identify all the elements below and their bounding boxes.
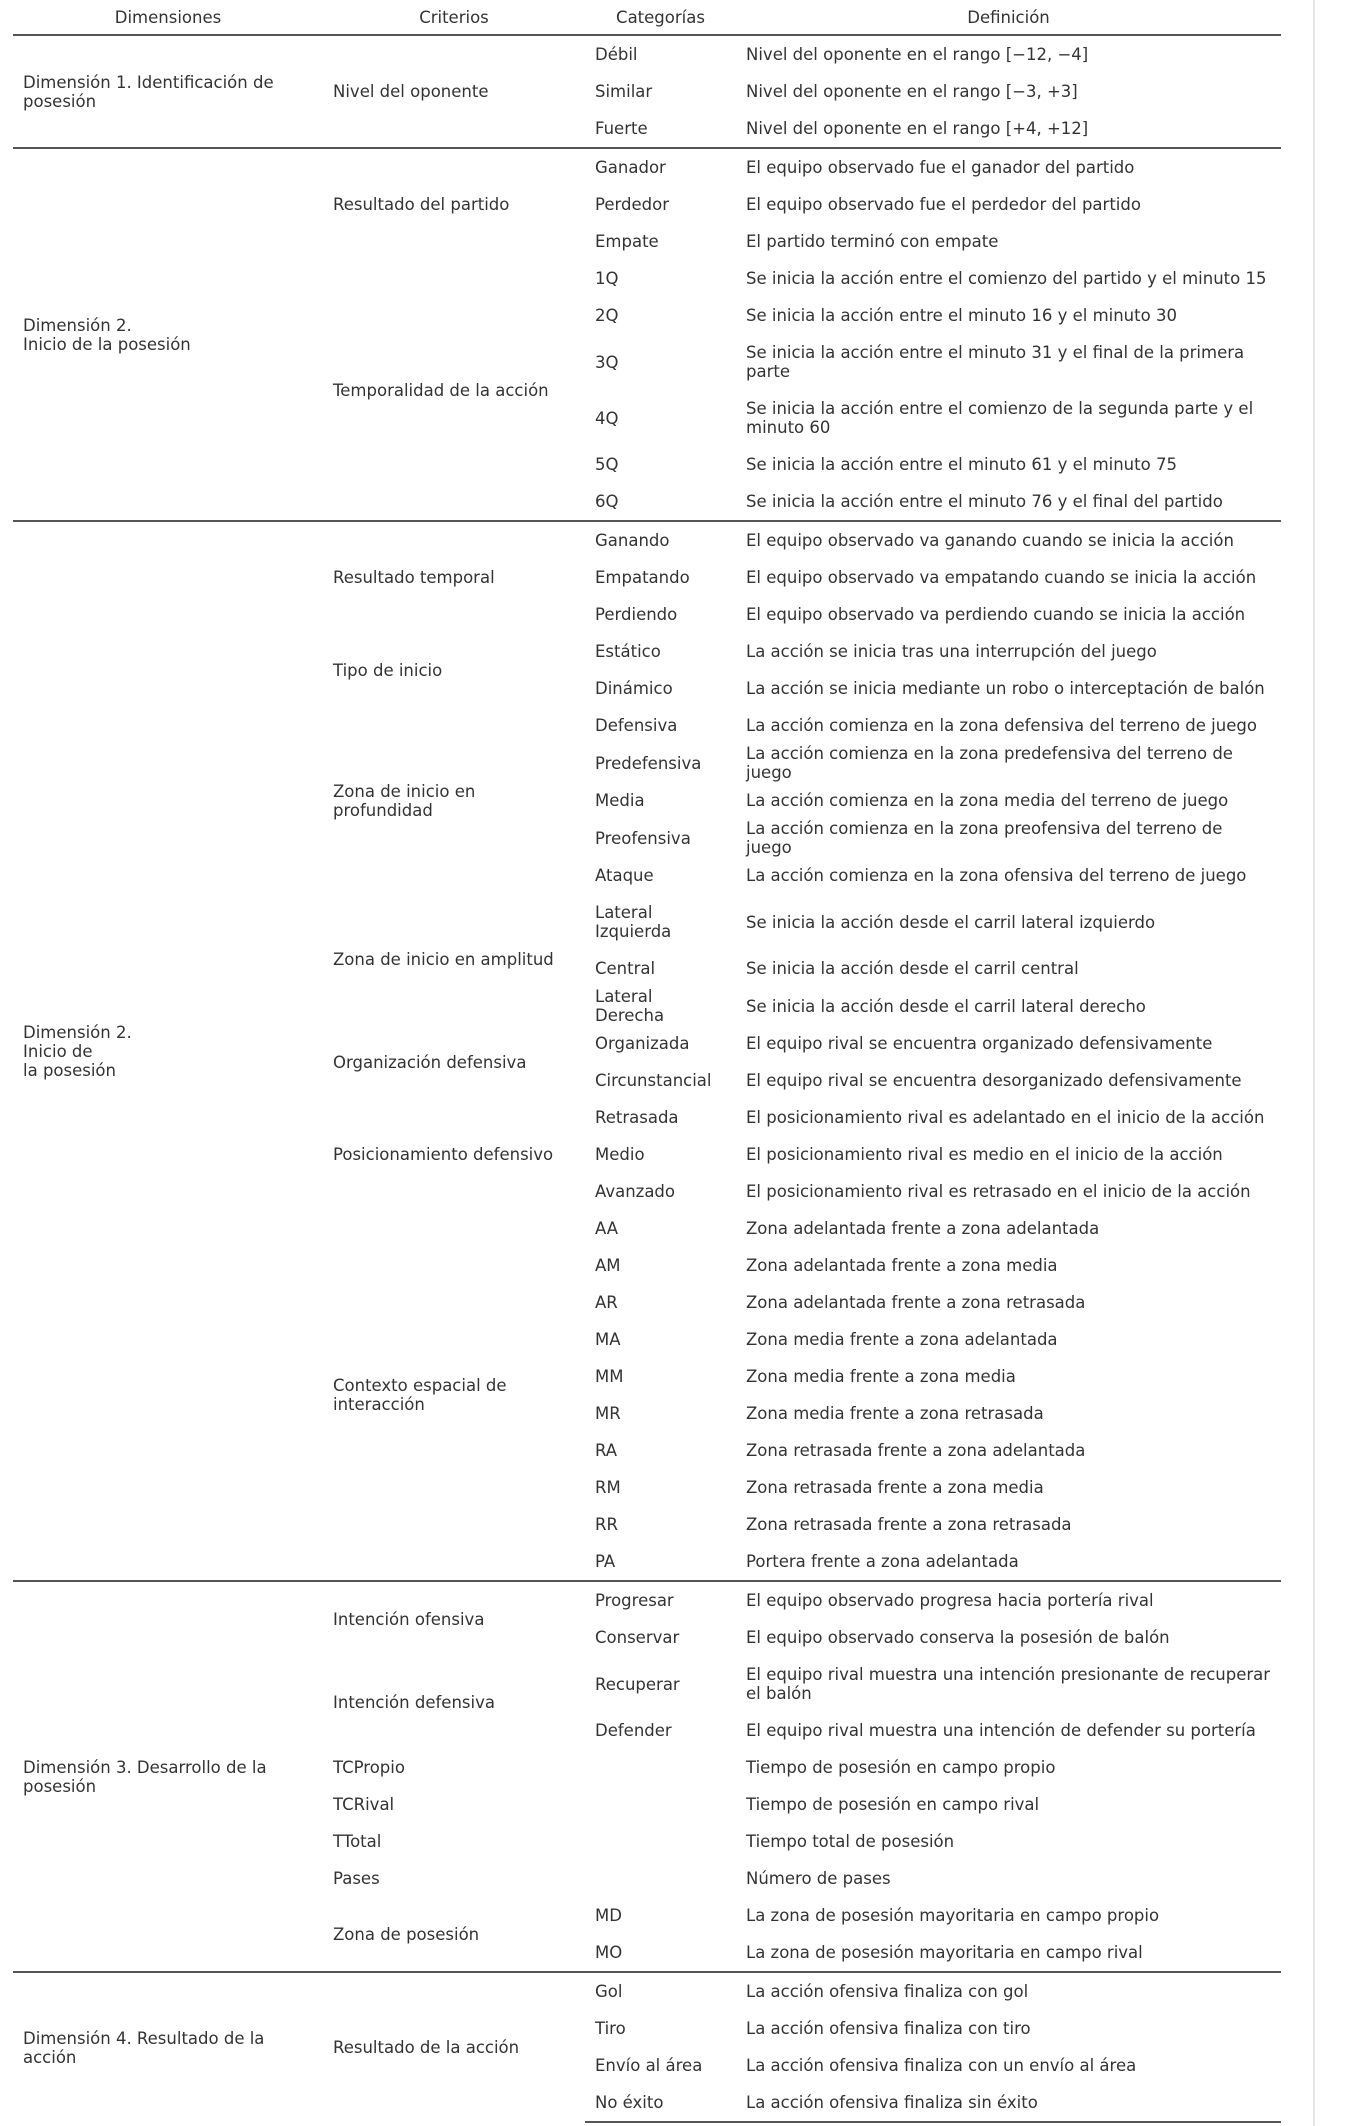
definition-cell: La acción comienza en la zona ofensiva del terreno de juego: [746, 866, 1247, 885]
scroll-edge-rule: [1313, 0, 1315, 2126]
definition-cell: El equipo rival muestra una intención presionante de recuperar el balón: [746, 1665, 1271, 1703]
category-cell: Estático: [595, 642, 661, 661]
definition-cell: Zona adelantada frente a zona adelantada: [746, 1219, 1100, 1238]
category-cell: [585, 1823, 736, 1860]
definition-cell: Se inicia la acción entre el minuto 76 y el final del partido: [746, 492, 1223, 511]
criteria-table: [13, 0, 1281, 2123]
dimension-cell: Dimensión 2. Inicio de la posesión: [13, 148, 323, 521]
definition-cell: La acción comienza en la zona defensiva del terreno de juego: [746, 716, 1257, 735]
header-definicion: Definición: [736, 0, 1281, 35]
category-cell: Avanzado: [595, 1182, 675, 1201]
category-cell: Central: [595, 959, 656, 978]
category-cell: Dinámico: [595, 679, 673, 698]
category-cell: Conservar: [595, 1628, 680, 1647]
criterion-cell: Zona de posesión: [333, 1924, 480, 1944]
definition-cell: El equipo observado conserva la posesión de balón: [746, 1628, 1170, 1647]
category-cell: Lateral Derecha: [595, 987, 665, 1025]
definition-cell: Nivel del oponente en el rango [−3, +3]: [746, 82, 1078, 101]
criterion-cell: Zona de inicio en amplitud: [333, 950, 554, 969]
category-cell: Similar: [595, 82, 653, 101]
category-cell: Empatando: [595, 568, 690, 587]
criterion-cell: Organización defensiva: [333, 1052, 527, 1072]
definition-cell: La acción ofensiva finaliza sin éxito: [736, 2084, 1281, 2122]
definition-cell: Tiempo de posesión en campo rival: [746, 1795, 1040, 1814]
definition-cell: Zona retrasada frente a zona media: [746, 1478, 1044, 1497]
definition-cell: La acción se inicia mediante un robo o interceptación de balón: [746, 679, 1265, 698]
definition-cell: El equipo observado va empatando cuando se inicia la acción: [746, 568, 1257, 587]
category-cell: [585, 1860, 736, 1897]
category-cell: Ataque: [595, 866, 654, 885]
table-row: [13, 521, 1281, 559]
header-dimensiones: Dimensiones: [13, 0, 323, 35]
definition-cell: Nivel del oponente en el rango [+4, +12]: [746, 119, 1089, 138]
category-cell: Defensiva: [595, 716, 678, 735]
definition-cell: Se inicia la acción entre el minuto 16 y el minuto 30: [746, 306, 1177, 325]
category-cell: [585, 1749, 736, 1786]
definition-cell: El posicionamiento rival es medio en el inicio de la acción: [746, 1145, 1223, 1164]
category-cell: Gol: [585, 1972, 736, 2010]
dimension-cell: Dimensión 1. Identificación de posesión: [13, 35, 323, 148]
definition-cell: La acción ofensiva finaliza con un envío al área: [746, 2056, 1137, 2075]
category-cell: Media: [595, 791, 645, 810]
definition-cell: El equipo rival se encuentra desorganizado defensivamente: [746, 1071, 1242, 1090]
definition-cell: La acción comienza en la zona predefensiva del terreno de juego: [746, 744, 1233, 782]
category-cell: PA: [595, 1552, 616, 1571]
table-body: [13, 35, 1281, 2122]
definition-cell: El equipo observado va ganando cuando se inicia la acción: [736, 521, 1281, 559]
category-cell: Tiro: [595, 2019, 626, 2038]
category-cell: Medio: [595, 1145, 645, 1164]
category-cell: Defender: [595, 1721, 672, 1740]
category-cell: Empate: [595, 232, 659, 251]
category-cell: RR: [595, 1515, 618, 1534]
category-cell: MD: [595, 1906, 622, 1925]
definition-cell: El posicionamiento rival es adelantado en el inicio de la acción: [746, 1108, 1265, 1127]
criterion-cell: TTotal: [333, 1832, 382, 1851]
criterion-cell: Zona de inicio en profundidad: [333, 781, 476, 820]
definition-cell: Portera frente a zona adelantada: [746, 1552, 1019, 1571]
category-cell: MM: [595, 1367, 624, 1386]
category-cell: Predefensiva: [595, 753, 702, 773]
category-cell: Perdedor: [595, 195, 669, 214]
definition-cell: La zona de posesión mayoritaria en campo propio: [746, 1906, 1160, 1925]
dimension-cell: Dimensión 3. Desarrollo de la posesión: [13, 1581, 323, 1972]
definition-cell: Se inicia la acción entre el minuto 61 y el minuto 75: [746, 455, 1177, 474]
definition-cell: El equipo observado fue el ganador del partido: [736, 148, 1281, 186]
category-cell: Ganando: [585, 521, 736, 559]
criterion-cell: Intención defensiva: [333, 1693, 495, 1712]
category-cell: Envío al área: [595, 2056, 703, 2075]
criterion-cell: Resultado temporal: [323, 521, 585, 633]
definition-cell: Zona adelantada frente a zona media: [746, 1256, 1058, 1275]
definition-cell: Zona retrasada frente a zona adelantada: [746, 1441, 1086, 1460]
criterion-cell: Pases: [333, 1869, 380, 1888]
definition-cell: El equipo observado va perdiendo cuando se inicia la acción: [746, 605, 1246, 624]
criterion-cell: Resultado del partido: [323, 148, 585, 260]
category-cell: Débil: [585, 35, 736, 73]
category-cell: [585, 1786, 736, 1823]
definition-cell: El posicionamiento rival es retrasado en el inicio de la acción: [746, 1182, 1251, 1201]
category-cell: Progresar: [585, 1581, 736, 1619]
criterion-cell: Posicionamiento defensivo: [333, 1145, 554, 1164]
definition-cell: Zona media frente a zona media: [746, 1367, 1016, 1386]
category-cell: Organizada: [595, 1034, 690, 1053]
category-cell: Perdiendo: [595, 605, 678, 624]
table-row: [13, 35, 1281, 73]
definition-cell: El equipo observado progresa hacia portería rival: [736, 1581, 1281, 1619]
category-cell: Preofensiva: [595, 828, 691, 848]
category-cell: 6Q: [595, 492, 619, 511]
table-row: [13, 148, 1281, 186]
criterion-cell: Contexto espacial de interacción: [333, 1376, 507, 1414]
category-cell: Recuperar: [595, 1674, 680, 1694]
criterion-cell: Tipo de inicio: [333, 660, 443, 680]
definition-cell: Se inicia la acción entre el comienzo del partido y el minuto 15: [746, 269, 1267, 288]
definition-cell: Zona media frente a zona retrasada: [746, 1404, 1044, 1423]
criterion-cell: Nivel del oponente: [323, 35, 585, 148]
definition-cell: Zona media frente a zona adelantada: [746, 1330, 1058, 1349]
definition-cell: La acción comienza en la zona media del terreno de juego: [746, 791, 1229, 810]
definition-cell: Nivel del oponente en el rango [−12, −4]: [736, 35, 1281, 73]
criterion-cell: Intención ofensiva: [323, 1581, 585, 1656]
definition-cell: La acción ofensiva finaliza con tiro: [746, 2019, 1031, 2038]
category-cell: RA: [595, 1441, 618, 1460]
definition-cell: El equipo observado fue el perdedor del partido: [746, 195, 1141, 214]
definition-cell: Se inicia la acción desde el carril central: [746, 959, 1079, 978]
criterion-cell: Temporalidad de la acción: [333, 380, 549, 400]
definition-cell: Se inicia la acción desde el carril lateral derecho: [746, 996, 1146, 1016]
header-categorias: Categorías: [585, 0, 736, 35]
category-cell: AA: [595, 1219, 619, 1238]
definition-cell: Se inicia la acción entre el minuto 31 y el final de la primera parte: [746, 343, 1245, 381]
category-cell: 1Q: [595, 269, 619, 288]
category-cell: No éxito: [585, 2084, 736, 2122]
definition-cell: El partido terminó con empate: [746, 232, 999, 251]
definition-cell: Se inicia la acción desde el carril lateral izquierdo: [746, 912, 1156, 932]
table-row: [13, 1972, 1281, 2010]
category-cell: 2Q: [595, 306, 619, 325]
definition-cell: La zona de posesión mayoritaria en campo rival: [746, 1943, 1143, 1962]
category-cell: 4Q: [595, 408, 619, 428]
header-row: [13, 0, 1281, 35]
definition-cell: Número de pases: [746, 1869, 891, 1888]
definition-cell: El equipo rival se encuentra organizado defensivamente: [746, 1034, 1213, 1053]
category-cell: 3Q: [595, 352, 619, 372]
category-cell: Circunstancial: [595, 1071, 712, 1090]
criterion-cell: Resultado de la acción: [323, 1972, 585, 2122]
definition-cell: La acción comienza en la zona preofensiva del terreno de juego: [746, 819, 1223, 857]
dimension-cell: Dimensión 4. Resultado de la acción: [13, 1972, 323, 2122]
definition-cell: La acción ofensiva finaliza con gol: [736, 1972, 1281, 2010]
category-cell: AM: [595, 1256, 621, 1275]
dimension-cell: Dimensión 2. Inicio de la posesión: [13, 521, 323, 1581]
definition-cell: Zona retrasada frente a zona retrasada: [746, 1515, 1072, 1534]
category-cell: MA: [595, 1330, 621, 1349]
category-cell: MR: [595, 1404, 621, 1423]
category-cell: 5Q: [595, 455, 619, 474]
definition-cell: La acción se inicia tras una interrupción del juego: [746, 642, 1157, 661]
category-cell: MO: [595, 1943, 623, 1962]
definition-cell: Zona adelantada frente a zona retrasada: [746, 1293, 1086, 1312]
criterion-cell: TCPropio: [333, 1758, 405, 1777]
criterion-cell: TCRival: [333, 1795, 395, 1814]
category-cell: Fuerte: [595, 119, 648, 138]
definition-cell: El equipo rival muestra una intención de defender su portería: [746, 1721, 1256, 1740]
definition-cell: Tiempo total de posesión: [746, 1832, 955, 1851]
category-cell: Retrasada: [595, 1108, 679, 1127]
category-cell: Lateral Izquierda: [595, 903, 672, 941]
definition-cell: Tiempo de posesión en campo propio: [746, 1758, 1056, 1777]
category-cell: RM: [595, 1478, 621, 1497]
category-cell: Ganador: [585, 148, 736, 186]
table-row: [13, 1581, 1281, 1619]
header-criterios: Criterios: [323, 0, 585, 35]
definition-cell: Se inicia la acción entre el comienzo de la segunda parte y el minuto 60: [746, 399, 1254, 437]
category-cell: AR: [595, 1293, 618, 1312]
